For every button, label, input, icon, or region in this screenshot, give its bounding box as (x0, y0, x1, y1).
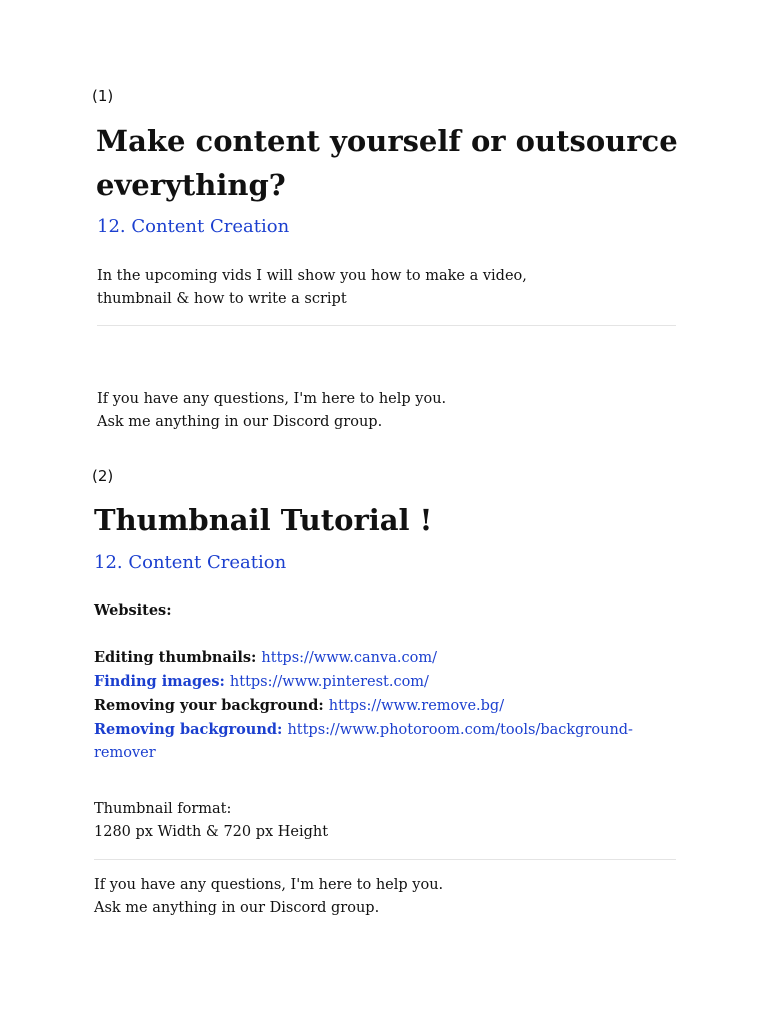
website-link-row (94, 646, 633, 670)
website-link-row (94, 694, 633, 718)
format-label: Thumbnail format: (94, 801, 232, 817)
help-text-1 (97, 388, 446, 434)
website-link-label: Removing your background: (94, 697, 329, 714)
help-line1: If you have any questions, I'm here to help you. (94, 877, 444, 893)
divider-2 (94, 859, 676, 860)
category-link-1[interactable]: 12. Content Creation (97, 216, 290, 237)
section-title-1 (96, 119, 696, 207)
thumbnail-format (94, 798, 328, 844)
format-value: 1280 px Width & 720 px Height (94, 824, 329, 840)
website-link-label: Editing thumbnails: (94, 649, 262, 666)
section-title-1-line2: everything? (96, 168, 286, 202)
photoroom-link-continued[interactable]: remover (94, 745, 156, 761)
websites-label: Websites: (94, 602, 172, 619)
description-line1: In the upcoming vids I will show you how to make a video, (97, 268, 527, 284)
remove-bg-link[interactable]: https://www.remove.bg/ (328, 698, 505, 714)
help-line2: Ask me anything in our Discord group. (94, 900, 380, 916)
description-line2: thumbnail & how to write a script (97, 291, 347, 307)
section-title-2: Thumbnail Tutorial ! (94, 503, 433, 537)
pinterest-link[interactable]: https://www.pinterest.com/ (229, 674, 429, 690)
divider-1 (97, 325, 676, 326)
help-line2: Ask me anything in our Discord group. (97, 414, 383, 430)
section-title-1-line1: Make content yourself or outsource (96, 124, 678, 158)
help-line1: If you have any questions, I'm here to help you. (97, 391, 447, 407)
website-link-row (94, 670, 633, 694)
website-link-row (94, 718, 633, 742)
help-text-2 (94, 874, 443, 920)
photoroom-link[interactable]: https://www.photoroom.com/tools/background- (287, 722, 633, 738)
section-number-1: (1) (92, 87, 114, 105)
website-links-list (94, 646, 633, 765)
section-description-1 (97, 265, 527, 311)
website-link-label: Finding images: (94, 673, 230, 690)
category-link-2[interactable]: 12. Content Creation (94, 552, 287, 573)
section-number-2: (2) (92, 467, 114, 485)
website-link-label: Removing background: (94, 721, 288, 738)
canva-link[interactable]: https://www.canva.com/ (261, 650, 437, 666)
website-link-row (94, 742, 633, 765)
